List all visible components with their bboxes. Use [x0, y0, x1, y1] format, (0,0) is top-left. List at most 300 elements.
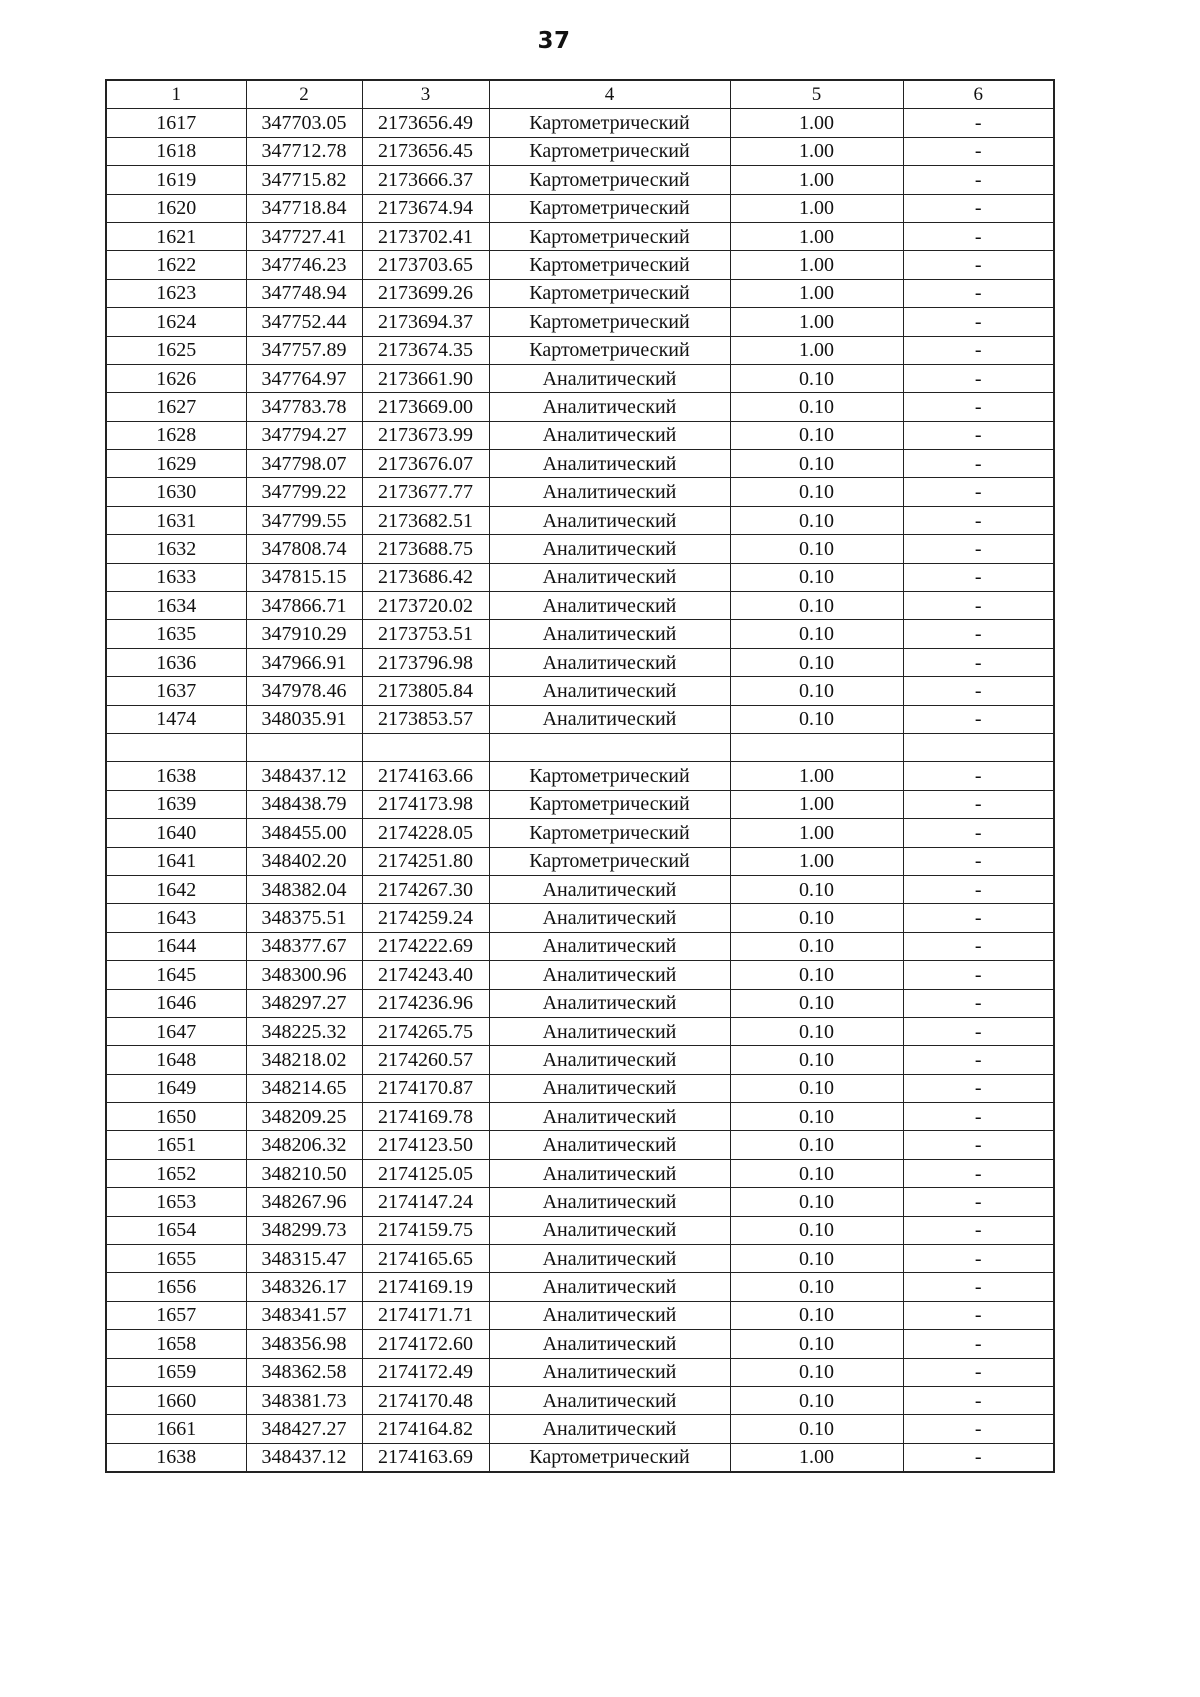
point-number-cell: 1634 — [106, 592, 246, 620]
note-cell: - — [903, 563, 1054, 591]
x-coordinate-cell: 347966.91 — [246, 648, 362, 676]
y-coordinate-cell: 2174164.82 — [362, 1415, 489, 1443]
note-cell: - — [903, 592, 1054, 620]
method-cell: Картометрический — [489, 790, 730, 818]
point-number-cell: 1625 — [106, 336, 246, 364]
column-header-4: 4 — [489, 80, 730, 109]
method-cell: Картометрический — [489, 194, 730, 222]
method-cell: Аналитический — [489, 1159, 730, 1187]
x-coordinate-cell: 348402.20 — [246, 847, 362, 875]
note-cell: - — [903, 506, 1054, 534]
point-number-cell: 1661 — [106, 1415, 246, 1443]
y-coordinate-cell: 2173703.65 — [362, 251, 489, 279]
y-coordinate-cell: 2173674.94 — [362, 194, 489, 222]
table-row — [106, 506, 1054, 534]
note-cell: - — [903, 932, 1054, 960]
table-row — [106, 1188, 1054, 1216]
method-cell: Аналитический — [489, 705, 730, 733]
accuracy-cell — [730, 733, 903, 761]
x-coordinate-cell: 347794.27 — [246, 421, 362, 449]
point-number-cell: 1641 — [106, 847, 246, 875]
note-cell: - — [903, 961, 1054, 989]
method-cell: Картометрический — [489, 166, 730, 194]
point-number-cell: 1653 — [106, 1188, 246, 1216]
x-coordinate-cell: 347712.78 — [246, 137, 362, 165]
note-cell: - — [903, 1103, 1054, 1131]
y-coordinate-cell: 2174236.96 — [362, 989, 489, 1017]
accuracy-cell: 1.00 — [730, 109, 903, 137]
point-number-cell: 1656 — [106, 1273, 246, 1301]
table-row — [106, 364, 1054, 392]
method-cell: Аналитический — [489, 1131, 730, 1159]
method-cell: Картометрический — [489, 137, 730, 165]
table-row — [106, 932, 1054, 960]
note-cell: - — [903, 1443, 1054, 1472]
table-row — [106, 1245, 1054, 1273]
table-row — [106, 1103, 1054, 1131]
note-cell: - — [903, 1386, 1054, 1414]
x-coordinate-cell: 347748.94 — [246, 279, 362, 307]
x-coordinate-cell: 348218.02 — [246, 1046, 362, 1074]
x-coordinate-cell: 347808.74 — [246, 535, 362, 563]
coordinates-table — [105, 79, 1055, 1473]
x-coordinate-cell: 348377.67 — [246, 932, 362, 960]
accuracy-cell: 1.00 — [730, 1443, 903, 1472]
method-cell: Аналитический — [489, 1358, 730, 1386]
table-row — [106, 393, 1054, 421]
x-coordinate-cell: 347799.55 — [246, 506, 362, 534]
y-coordinate-cell: 2174172.49 — [362, 1358, 489, 1386]
accuracy-cell: 0.10 — [730, 1358, 903, 1386]
table-row — [106, 847, 1054, 875]
note-cell: - — [903, 364, 1054, 392]
x-coordinate-cell: 347815.15 — [246, 563, 362, 591]
method-cell: Аналитический — [489, 421, 730, 449]
x-coordinate-cell: 348381.73 — [246, 1386, 362, 1414]
accuracy-cell: 0.10 — [730, 450, 903, 478]
note-cell: - — [903, 847, 1054, 875]
x-coordinate-cell: 348214.65 — [246, 1074, 362, 1102]
point-number-cell: 1643 — [106, 904, 246, 932]
point-number-cell: 1619 — [106, 166, 246, 194]
y-coordinate-cell: 2173805.84 — [362, 677, 489, 705]
y-coordinate-cell: 2173796.98 — [362, 648, 489, 676]
accuracy-cell: 0.10 — [730, 677, 903, 705]
y-coordinate-cell: 2173686.42 — [362, 563, 489, 591]
method-cell: Аналитический — [489, 506, 730, 534]
table-row — [106, 251, 1054, 279]
table-row — [106, 535, 1054, 563]
accuracy-cell: 1.00 — [730, 790, 903, 818]
table-row — [106, 308, 1054, 336]
point-number-cell: 1649 — [106, 1074, 246, 1102]
method-cell: Аналитический — [489, 961, 730, 989]
note-cell — [903, 733, 1054, 761]
note-cell: - — [903, 1245, 1054, 1273]
point-number-cell: 1655 — [106, 1245, 246, 1273]
y-coordinate-cell: 2173853.57 — [362, 705, 489, 733]
accuracy-cell: 1.00 — [730, 336, 903, 364]
accuracy-cell: 0.10 — [730, 1131, 903, 1159]
point-number-cell: 1654 — [106, 1216, 246, 1244]
point-number-cell: 1635 — [106, 620, 246, 648]
accuracy-cell: 1.00 — [730, 251, 903, 279]
point-number-cell: 1618 — [106, 137, 246, 165]
note-cell: - — [903, 790, 1054, 818]
x-coordinate-cell: 347752.44 — [246, 308, 362, 336]
accuracy-cell: 0.10 — [730, 535, 903, 563]
method-cell: Аналитический — [489, 1046, 730, 1074]
note-cell: - — [903, 308, 1054, 336]
note-cell: - — [903, 875, 1054, 903]
y-coordinate-cell: 2174222.69 — [362, 932, 489, 960]
accuracy-cell: 0.10 — [730, 1273, 903, 1301]
accuracy-cell: 1.00 — [730, 762, 903, 790]
header-row — [106, 80, 1054, 109]
y-coordinate-cell: 2174267.30 — [362, 875, 489, 903]
method-cell: Картометрический — [489, 762, 730, 790]
method-cell: Аналитический — [489, 450, 730, 478]
y-coordinate-cell: 2173669.00 — [362, 393, 489, 421]
point-number-cell: 1647 — [106, 1017, 246, 1045]
note-cell: - — [903, 478, 1054, 506]
method-cell: Картометрический — [489, 109, 730, 137]
column-header-1: 1 — [106, 80, 246, 109]
method-cell: Картометрический — [489, 1443, 730, 1472]
table-row — [106, 478, 1054, 506]
y-coordinate-cell: 2174170.48 — [362, 1386, 489, 1414]
table-row — [106, 1273, 1054, 1301]
table-row — [106, 563, 1054, 591]
y-coordinate-cell: 2174125.05 — [362, 1159, 489, 1187]
point-number-cell: 1651 — [106, 1131, 246, 1159]
x-coordinate-cell: 348326.17 — [246, 1273, 362, 1301]
point-number-cell: 1646 — [106, 989, 246, 1017]
accuracy-cell: 0.10 — [730, 620, 903, 648]
accuracy-cell: 0.10 — [730, 393, 903, 421]
table-row — [106, 733, 1054, 761]
point-number-cell: 1627 — [106, 393, 246, 421]
point-number-cell: 1626 — [106, 364, 246, 392]
y-coordinate-cell: 2174228.05 — [362, 819, 489, 847]
method-cell: Аналитический — [489, 1301, 730, 1329]
point-number-cell: 1474 — [106, 705, 246, 733]
note-cell: - — [903, 1188, 1054, 1216]
note-cell: - — [903, 1046, 1054, 1074]
y-coordinate-cell: 2173702.41 — [362, 222, 489, 250]
point-number-cell: 1659 — [106, 1358, 246, 1386]
y-coordinate-cell: 2174172.60 — [362, 1330, 489, 1358]
point-number-cell: 1644 — [106, 932, 246, 960]
method-cell: Картометрический — [489, 279, 730, 307]
x-coordinate-cell: 347910.29 — [246, 620, 362, 648]
y-coordinate-cell: 2174147.24 — [362, 1188, 489, 1216]
note-cell: - — [903, 705, 1054, 733]
accuracy-cell: 0.10 — [730, 1386, 903, 1414]
note-cell: - — [903, 137, 1054, 165]
x-coordinate-cell: 347718.84 — [246, 194, 362, 222]
x-coordinate-cell: 347715.82 — [246, 166, 362, 194]
point-number-cell: 1657 — [106, 1301, 246, 1329]
y-coordinate-cell: 2174169.78 — [362, 1103, 489, 1131]
accuracy-cell: 0.10 — [730, 1330, 903, 1358]
point-number-cell: 1639 — [106, 790, 246, 818]
y-coordinate-cell: 2174163.66 — [362, 762, 489, 790]
y-coordinate-cell: 2174169.19 — [362, 1273, 489, 1301]
point-number-cell: 1642 — [106, 875, 246, 903]
column-header-3: 3 — [362, 80, 489, 109]
table-row — [106, 166, 1054, 194]
accuracy-cell: 0.10 — [730, 932, 903, 960]
method-cell: Аналитический — [489, 1074, 730, 1102]
table-row — [106, 279, 1054, 307]
table-row — [106, 1386, 1054, 1414]
point-number-cell: 1648 — [106, 1046, 246, 1074]
y-coordinate-cell: 2174171.71 — [362, 1301, 489, 1329]
table-header — [106, 80, 1054, 109]
y-coordinate-cell: 2174265.75 — [362, 1017, 489, 1045]
note-cell: - — [903, 109, 1054, 137]
y-coordinate-cell: 2174123.50 — [362, 1131, 489, 1159]
x-coordinate-cell: 348375.51 — [246, 904, 362, 932]
point-number-cell: 1638 — [106, 1443, 246, 1472]
x-coordinate-cell: 348437.12 — [246, 762, 362, 790]
method-cell: Аналитический — [489, 620, 730, 648]
x-coordinate-cell: 348382.04 — [246, 875, 362, 903]
method-cell: Аналитический — [489, 1386, 730, 1414]
method-cell: Картометрический — [489, 251, 730, 279]
table-row — [106, 904, 1054, 932]
table-row — [106, 819, 1054, 847]
table-row — [106, 1017, 1054, 1045]
point-number-cell: 1621 — [106, 222, 246, 250]
method-cell: Аналитический — [489, 875, 730, 903]
point-number-cell: 1629 — [106, 450, 246, 478]
column-header-6: 6 — [903, 80, 1054, 109]
note-cell: - — [903, 819, 1054, 847]
accuracy-cell: 0.10 — [730, 1301, 903, 1329]
x-coordinate-cell: 348300.96 — [246, 961, 362, 989]
point-number-cell: 1622 — [106, 251, 246, 279]
y-coordinate-cell: 2173699.26 — [362, 279, 489, 307]
method-cell: Картометрический — [489, 819, 730, 847]
y-coordinate-cell: 2174170.87 — [362, 1074, 489, 1102]
accuracy-cell: 0.10 — [730, 1103, 903, 1131]
note-cell: - — [903, 393, 1054, 421]
accuracy-cell: 0.10 — [730, 592, 903, 620]
y-coordinate-cell: 2173656.49 — [362, 109, 489, 137]
method-cell: Аналитический — [489, 1017, 730, 1045]
method-cell: Аналитический — [489, 592, 730, 620]
note-cell: - — [903, 1017, 1054, 1045]
table-row — [106, 222, 1054, 250]
x-coordinate-cell: 347727.41 — [246, 222, 362, 250]
note-cell: - — [903, 222, 1054, 250]
x-coordinate-cell: 348225.32 — [246, 1017, 362, 1045]
method-cell: Аналитический — [489, 989, 730, 1017]
x-coordinate-cell: 348427.27 — [246, 1415, 362, 1443]
point-number-cell: 1628 — [106, 421, 246, 449]
method-cell: Аналитический — [489, 904, 730, 932]
point-number-cell: 1658 — [106, 1330, 246, 1358]
point-number-cell: 1652 — [106, 1159, 246, 1187]
method-cell — [489, 733, 730, 761]
x-coordinate-cell: 348206.32 — [246, 1131, 362, 1159]
x-coordinate-cell — [246, 733, 362, 761]
table-row — [106, 875, 1054, 903]
accuracy-cell: 1.00 — [730, 194, 903, 222]
table-row — [106, 1216, 1054, 1244]
note-cell: - — [903, 535, 1054, 563]
accuracy-cell: 0.10 — [730, 989, 903, 1017]
x-coordinate-cell: 348362.58 — [246, 1358, 362, 1386]
method-cell: Аналитический — [489, 393, 730, 421]
x-coordinate-cell: 348438.79 — [246, 790, 362, 818]
note-cell: - — [903, 1301, 1054, 1329]
y-coordinate-cell: 2173694.37 — [362, 308, 489, 336]
point-number-cell: 1632 — [106, 535, 246, 563]
note-cell: - — [903, 251, 1054, 279]
x-coordinate-cell: 347799.22 — [246, 478, 362, 506]
method-cell: Аналитический — [489, 677, 730, 705]
method-cell: Аналитический — [489, 648, 730, 676]
table-row — [106, 336, 1054, 364]
x-coordinate-cell: 348035.91 — [246, 705, 362, 733]
y-coordinate-cell: 2173656.45 — [362, 137, 489, 165]
method-cell: Аналитический — [489, 1330, 730, 1358]
y-coordinate-cell: 2174165.65 — [362, 1245, 489, 1273]
method-cell: Аналитический — [489, 932, 730, 960]
accuracy-cell: 0.10 — [730, 1159, 903, 1187]
method-cell: Аналитический — [489, 478, 730, 506]
accuracy-cell: 0.10 — [730, 421, 903, 449]
accuracy-cell: 1.00 — [730, 279, 903, 307]
point-number-cell: 1636 — [106, 648, 246, 676]
x-coordinate-cell: 348437.12 — [246, 1443, 362, 1472]
accuracy-cell: 1.00 — [730, 137, 903, 165]
y-coordinate-cell: 2173677.77 — [362, 478, 489, 506]
point-number-cell: 1637 — [106, 677, 246, 705]
y-coordinate-cell: 2173688.75 — [362, 535, 489, 563]
y-coordinate-cell — [362, 733, 489, 761]
x-coordinate-cell: 348297.27 — [246, 989, 362, 1017]
note-cell: - — [903, 279, 1054, 307]
y-coordinate-cell: 2173720.02 — [362, 592, 489, 620]
table-body — [106, 109, 1054, 1472]
point-number-cell: 1640 — [106, 819, 246, 847]
point-number-cell: 1630 — [106, 478, 246, 506]
accuracy-cell: 0.10 — [730, 1245, 903, 1273]
y-coordinate-cell: 2173661.90 — [362, 364, 489, 392]
note-cell: - — [903, 166, 1054, 194]
table-row — [106, 137, 1054, 165]
method-cell: Картометрический — [489, 847, 730, 875]
method-cell: Аналитический — [489, 563, 730, 591]
table-row — [106, 194, 1054, 222]
accuracy-cell: 0.10 — [730, 1017, 903, 1045]
point-number-cell: 1620 — [106, 194, 246, 222]
table-row — [106, 109, 1054, 137]
accuracy-cell: 0.10 — [730, 563, 903, 591]
x-coordinate-cell: 348299.73 — [246, 1216, 362, 1244]
x-coordinate-cell: 347866.71 — [246, 592, 362, 620]
note-cell: - — [903, 194, 1054, 222]
accuracy-cell: 1.00 — [730, 166, 903, 194]
note-cell: - — [903, 1216, 1054, 1244]
table-row — [106, 1074, 1054, 1102]
y-coordinate-cell: 2174159.75 — [362, 1216, 489, 1244]
column-header-5: 5 — [730, 80, 903, 109]
x-coordinate-cell: 348455.00 — [246, 819, 362, 847]
x-coordinate-cell: 347757.89 — [246, 336, 362, 364]
accuracy-cell: 0.10 — [730, 1415, 903, 1443]
table-row — [106, 677, 1054, 705]
column-header-2: 2 — [246, 80, 362, 109]
x-coordinate-cell: 348209.25 — [246, 1103, 362, 1131]
table-row — [106, 1159, 1054, 1187]
table-row — [106, 421, 1054, 449]
note-cell: - — [903, 648, 1054, 676]
method-cell: Аналитический — [489, 1273, 730, 1301]
method-cell: Аналитический — [489, 1216, 730, 1244]
note-cell: - — [903, 1273, 1054, 1301]
accuracy-cell: 0.10 — [730, 875, 903, 903]
table-row — [106, 1301, 1054, 1329]
accuracy-cell: 0.10 — [730, 1216, 903, 1244]
x-coordinate-cell: 348267.96 — [246, 1188, 362, 1216]
note-cell: - — [903, 421, 1054, 449]
accuracy-cell: 0.10 — [730, 1046, 903, 1074]
y-coordinate-cell: 2173666.37 — [362, 166, 489, 194]
note-cell: - — [903, 336, 1054, 364]
table-row — [106, 1443, 1054, 1472]
point-number-cell: 1650 — [106, 1103, 246, 1131]
table-row — [106, 1330, 1054, 1358]
method-cell: Аналитический — [489, 1103, 730, 1131]
method-cell: Аналитический — [489, 1245, 730, 1273]
x-coordinate-cell: 348341.57 — [246, 1301, 362, 1329]
table-row — [106, 648, 1054, 676]
method-cell: Аналитический — [489, 364, 730, 392]
accuracy-cell: 0.10 — [730, 1074, 903, 1102]
table-row — [106, 450, 1054, 478]
note-cell: - — [903, 1131, 1054, 1159]
accuracy-cell: 0.10 — [730, 478, 903, 506]
note-cell: - — [903, 989, 1054, 1017]
table-row — [106, 1358, 1054, 1386]
accuracy-cell: 0.10 — [730, 904, 903, 932]
point-number-cell: 1623 — [106, 279, 246, 307]
x-coordinate-cell: 348356.98 — [246, 1330, 362, 1358]
y-coordinate-cell: 2174173.98 — [362, 790, 489, 818]
y-coordinate-cell: 2173753.51 — [362, 620, 489, 648]
method-cell: Картометрический — [489, 336, 730, 364]
method-cell: Аналитический — [489, 1188, 730, 1216]
x-coordinate-cell: 347978.46 — [246, 677, 362, 705]
y-coordinate-cell: 2174251.80 — [362, 847, 489, 875]
page-number: 37 — [537, 28, 571, 54]
point-number-cell: 1638 — [106, 762, 246, 790]
x-coordinate-cell: 347764.97 — [246, 364, 362, 392]
table-row — [106, 1415, 1054, 1443]
table-row — [106, 705, 1054, 733]
y-coordinate-cell: 2173676.07 — [362, 450, 489, 478]
accuracy-cell: 0.10 — [730, 648, 903, 676]
note-cell: - — [903, 620, 1054, 648]
point-number-cell: 1624 — [106, 308, 246, 336]
y-coordinate-cell: 2174259.24 — [362, 904, 489, 932]
note-cell: - — [903, 762, 1054, 790]
